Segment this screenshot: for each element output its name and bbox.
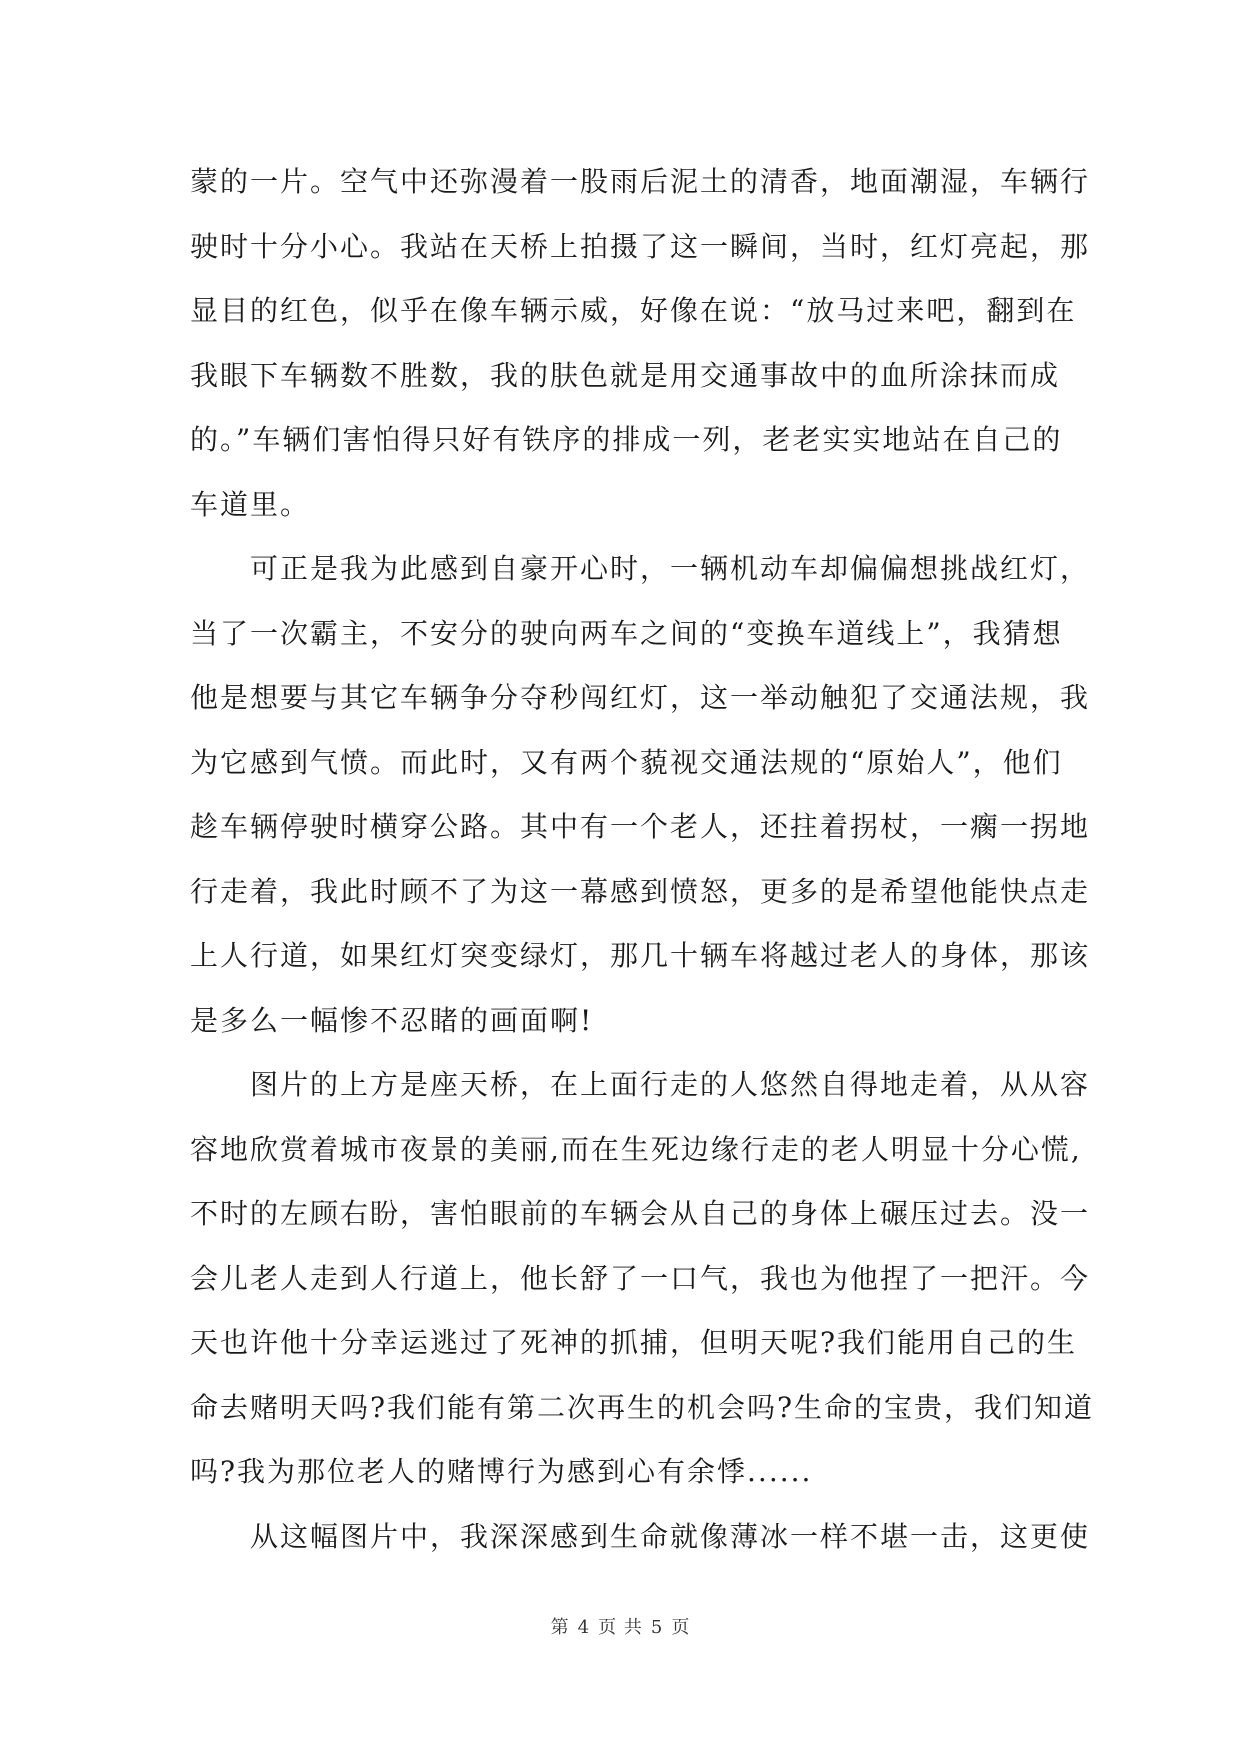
paragraph-first-line: 图片的上方是座天桥，在上面行走的人悠然自得地走着，从从容 — [250, 1068, 1091, 1101]
text-line: 上人行道，如果红灯突变绿灯，那几十辆车将越过老人的身体，那该 — [190, 939, 1091, 972]
text-line: 不时的左顾右盼，害怕眼前的车辆会从自己的身体上碾压过去。没一 — [190, 1197, 1091, 1230]
footer-middle: 页 共 — [598, 1617, 643, 1638]
body-text — [190, 150, 1095, 1569]
text-line: 容地欣赏着城市夜景的美丽,而在生死边缘行走的老人明显十分心慌, — [190, 1132, 1082, 1166]
footer-suffix: 页 — [671, 1617, 691, 1638]
text-line: 当了一次霸主，不安分的驶向两车之间的“变换车道线上”，我猜想 — [190, 616, 1063, 650]
text-line: 显目的红色，似乎在像车辆示威，好像在说：“放马过来吧，翻到在 — [190, 294, 1077, 327]
text-line: 会儿老人走到人行道上，他长舒了一口气，我也为他捏了一把汗。今 — [190, 1261, 1091, 1295]
total-pages-number: 5 — [650, 1617, 664, 1638]
text-line: 为它感到气愤。而此时，又有两个藐视交通法规的“原始人”，他们 — [190, 745, 1063, 779]
text-line: 的。”车辆们害怕得只好有铁序的排成一列，老老实实地站在自己的 — [190, 423, 1063, 456]
text-line: 天也许他十分幸运逃过了死神的抓捕，但明天呢?我们能用自己的生 — [190, 1326, 1078, 1359]
text-line: 我眼下车辆数不胜数，我的肤色就是用交通事故中的血所涂抹而成 — [190, 358, 1061, 392]
text-line: 蒙的一片。空气中还弥漫着一股雨后泥土的清香，地面潮湿，车辆行 — [190, 165, 1091, 198]
text-line: 行走着，我此时顾不了为这一幕感到愤怒，更多的是希望他能快点走 — [190, 874, 1091, 908]
text-line: 车道里。 — [190, 487, 311, 521]
page-number-footer — [0, 1613, 1241, 1639]
paragraph-first-line: 从这幅图片中，我深深感到生命就像薄冰一样不堪一击，这更使 — [250, 1519, 1091, 1553]
text-line: 是多么一幅惨不忍睹的画面啊! — [190, 1003, 594, 1037]
text-line: 驶时十分小心。我站在天桥上拍摄了这一瞬间，当时，红灯亮起，那 — [190, 229, 1091, 263]
current-page-number: 4 — [577, 1617, 591, 1638]
text-line: 命去赌明天吗?我们能有第二次再生的机会吗?生命的宝贵，我们知道 — [190, 1390, 1095, 1424]
footer-prefix: 第 — [550, 1617, 570, 1638]
paragraph-first-line: 可正是我为此感到自豪开心时，一辆机动车却偏偏想挑战红灯， — [250, 552, 1091, 585]
text-line: 吗?我为那位老人的赌博行为感到心有余悸...... — [190, 1455, 813, 1488]
text-line: 他是想要与其它车辆争分夺秒闯红灯，这一举动触犯了交通法规，我 — [190, 681, 1091, 714]
text-line: 趁车辆停驶时横穿公路。其中有一个老人，还拄着拐杖，一瘸一拐地 — [190, 810, 1091, 843]
